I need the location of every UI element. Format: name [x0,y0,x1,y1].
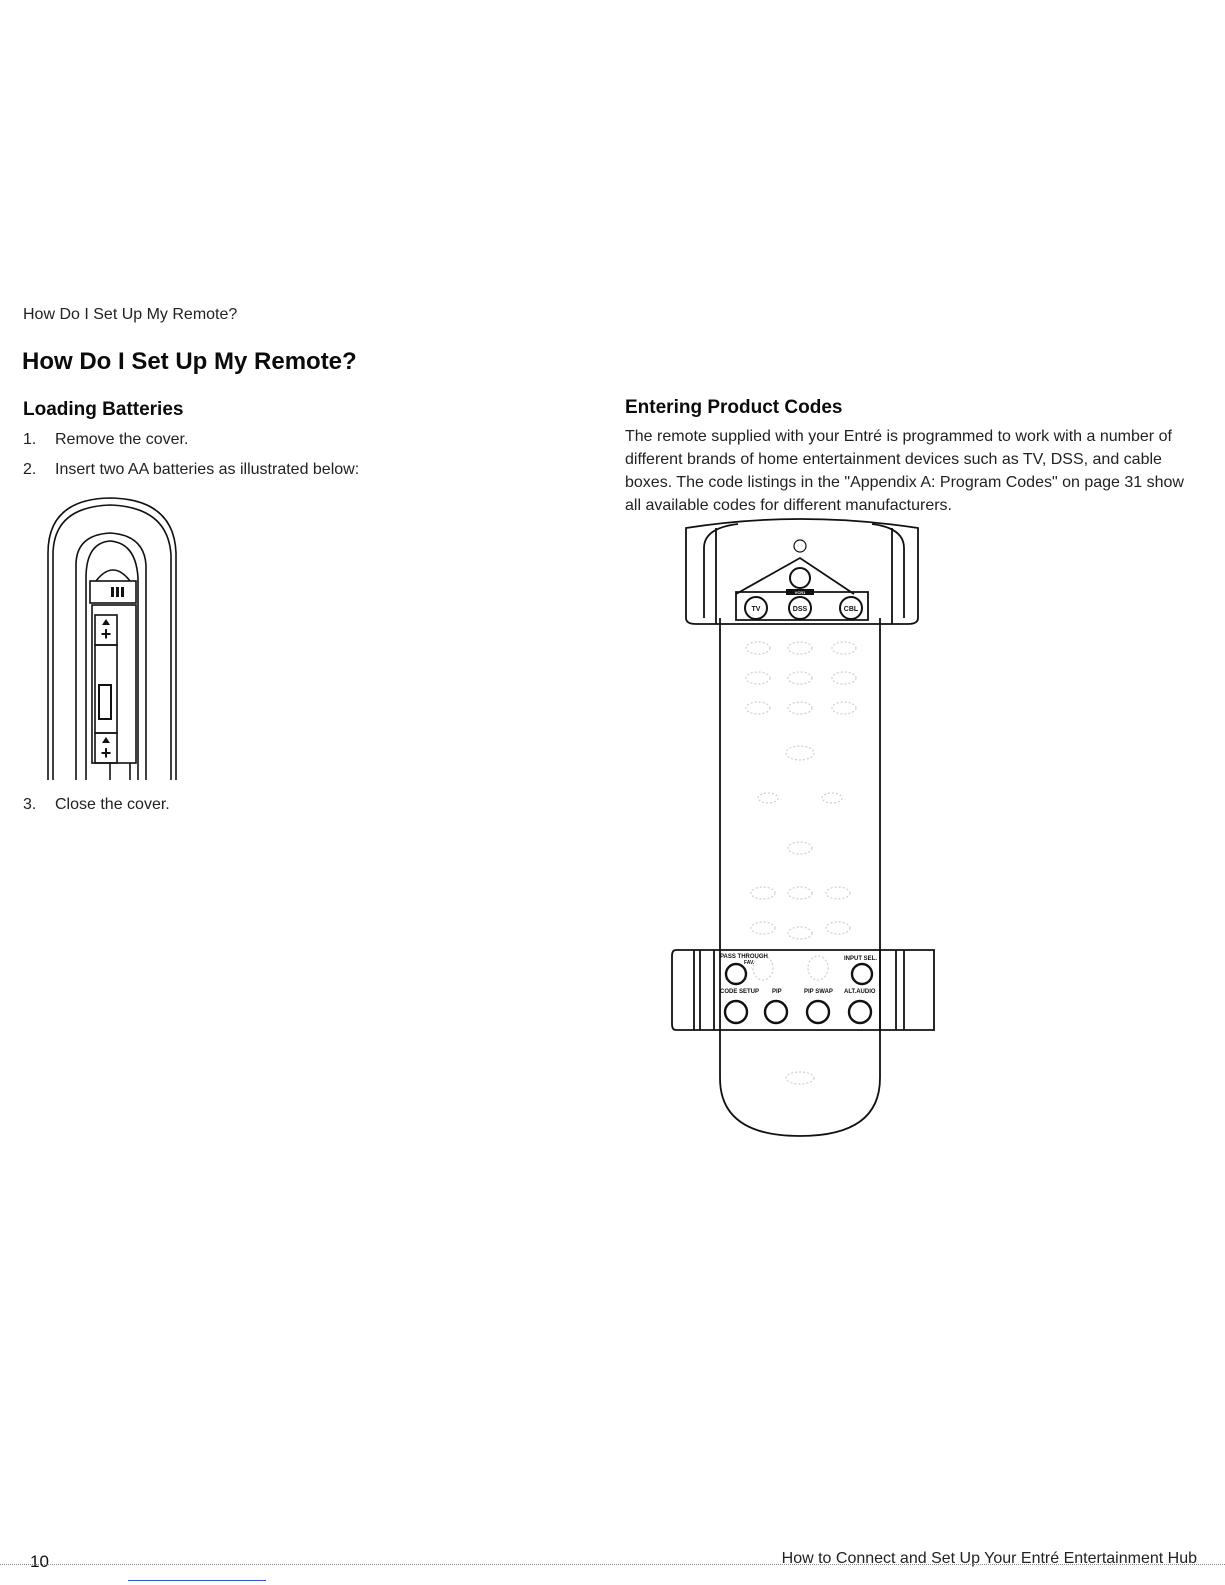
label-code-setup: CODE SETUP [720,989,760,995]
remote-dss-button: DSS [792,606,808,613]
remote-device-buttons [745,597,862,619]
code-setup-button [725,1001,747,1023]
running-header: How Do I Set Up My Remote? [23,306,238,323]
pip-button [765,1001,787,1023]
step-number: 3. [23,796,37,813]
battery-plus-bottom: + [100,743,112,763]
step-text: Close the cover. [55,796,170,813]
remote-tv-button: TV [751,606,761,613]
step-text: Insert two AA batteries as illustrated below: [55,461,360,478]
bottom-blue-rule [128,1580,266,1581]
label-input-sel: INPUT SEL. [844,956,878,962]
faded-keypad [746,642,856,1084]
battery-steps-continued [23,796,170,826]
input-sel-button [852,964,872,984]
label-pip-swap: PIP SWAP [804,989,833,995]
label-pip: PIP [772,989,782,995]
remote-control-illustration [668,518,940,1142]
remote-cbl-button: CBL [843,606,859,613]
product-codes-paragraph: The remote supplied with your Entré is programmed to work with a number of different brands of home entertainment devices such as TV, DSS, and cable boxes. The code listings in the "Appendix A: Program Codes" on page 31 show all available codes for different manufacturers. [625,428,1184,514]
section-title-entering-product-codes: Entering Product Codes [625,397,843,418]
footer-title: How to Connect and Set Up Your Entré Entertainment Hub [781,1550,1197,1567]
step-number: 1. [23,431,37,448]
battery-compartment-illustration [40,493,185,783]
step-item [23,796,170,826]
label-pass-through: PASS THROUGH [720,954,768,960]
remote-vcr-label: VCR1 [794,590,806,595]
section-title-loading-batteries: Loading Batteries [23,399,184,420]
alt-audio-button [849,1001,871,1023]
pip-swap-button [807,1001,829,1023]
step-item [23,461,359,491]
bottom-dotted-rule [0,1564,1225,1565]
label-fav: FAV. [744,960,755,966]
step-text: Remove the cover. [55,431,189,448]
step-number: 2. [23,461,37,478]
battery-plus-top: + [100,624,112,644]
page-number: 10 [30,1552,49,1571]
label-alt-audio: ALT.AUDIO [844,989,876,995]
pass-through-button [726,964,746,984]
battery-steps [23,431,359,491]
step-item [23,431,359,461]
page-title: How Do I Set Up My Remote? [22,348,357,375]
